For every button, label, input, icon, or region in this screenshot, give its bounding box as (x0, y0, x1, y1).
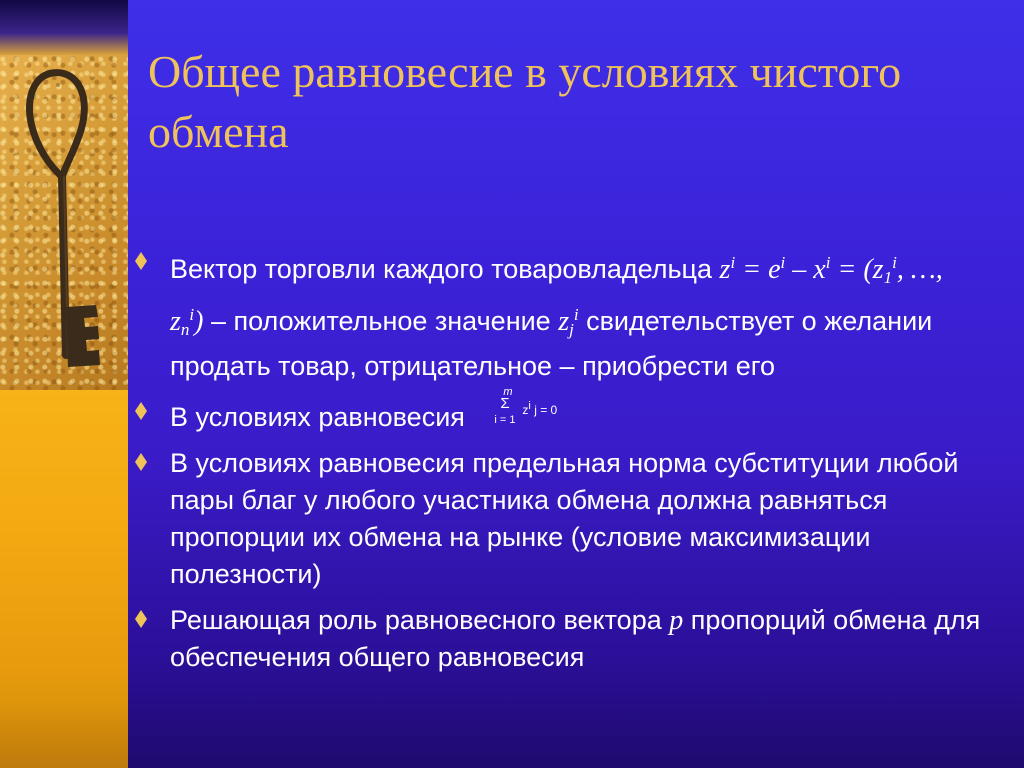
left-strip-top (0, 0, 128, 55)
bullet-text-part: – положительное значение (203, 306, 559, 336)
diamond-bullet-icon (134, 451, 154, 475)
diamond-bullet-icon (134, 608, 154, 632)
left-gold-fade (0, 700, 128, 768)
bullet-text-part: Решающая роль равновесного вектора (170, 605, 670, 635)
bullet-item-marginal-rate (132, 445, 982, 593)
bullet-text: В условиях равновесия предельная норма субституции любой пары благ у любого участника обмена должна равняться пропорции их обмена на рынке (условие максимизации полезности) (170, 448, 959, 589)
bullet-text-part: пропорций обмена для обеспечения общего равновесия (170, 605, 981, 672)
summation-formula: m Σ i = 1 $z^i$ j = 0 (494, 386, 558, 426)
left-decor-strip (0, 0, 128, 768)
zj-formula: $z_j^i$ (558, 305, 579, 339)
bullet-text-part: Вектор торговли каждого товаровладельца (170, 254, 720, 284)
trade-vector-formula: $z^i = e^i - x^i = (z_1^i$, …, $z_n^i$) (170, 253, 943, 339)
diamond-bullet-icon (134, 250, 154, 274)
bullet-item-trade-vector (132, 244, 982, 385)
p-variable: p (669, 605, 684, 636)
bullet-text: В условиях равновесия (170, 402, 465, 432)
slide-title: Общее равновесие в условиях чистого обмена (148, 46, 902, 157)
bullet-text-part: свидетельствует о желании продать товар, отрицательное – приобрести его (170, 306, 933, 381)
bullet-item-equilibrium-sum (132, 386, 982, 436)
bullet-list (132, 244, 982, 685)
bullet-item-price-vector (132, 602, 982, 676)
diamond-bullet-icon (134, 400, 154, 424)
rusty-key-image (0, 55, 128, 390)
